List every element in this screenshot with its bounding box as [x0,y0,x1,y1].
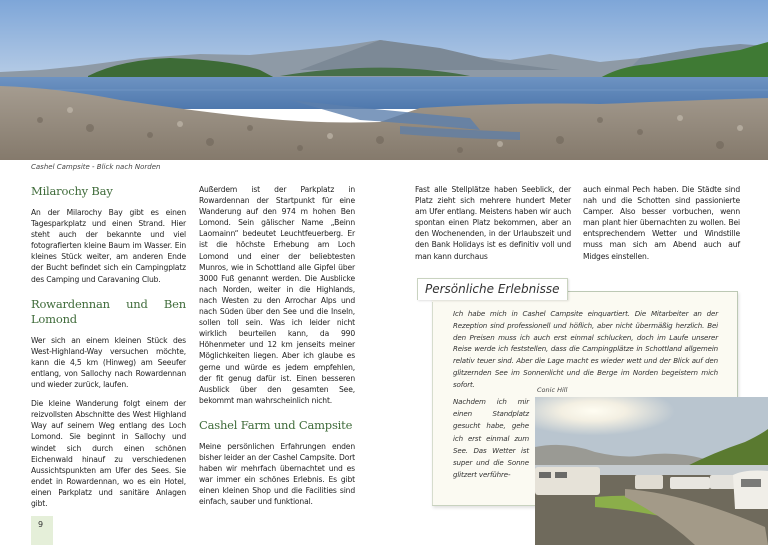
paragraph-west-highland-way: Wer sich an einem kleinen Stück des West-Highland-Way versuchen möchte, kann die 4,5 km (Hinweg) am Seeufer entlang, von Sallochy nach Rowardennan und wieder zurück, laufen. [31,335,186,390]
experience-box-title: Persönliche Erlebnisse [417,278,568,300]
hero-photo-caption: Cashel Campsite - Blick nach Norden [31,163,161,171]
hero-photo-loch-lomond [0,0,768,160]
campsite-photo-caption: Conic Hill [537,386,568,394]
motorhome-windshield [741,479,761,487]
campsite-photo-illustration [535,397,768,545]
caravan [635,475,663,489]
column-1 [31,184,186,517]
motorhome-window [539,472,551,478]
paragraph-cashel-experience: Meine persönlichen Erfahrungen enden bisher leider an der Cashel Campsite. Dort haben wir mehrfach übernachtet und es war immer ein schönes Erlebnis. Es gibt einen kleinen Shop und die Facilities sind einfach, sauber und funktional. [199,441,355,507]
heading-milarochy-bay: Milarochy Bay [31,184,113,198]
column-2 [199,184,355,515]
paragraph-ben-lomond: Außerdem ist der Parkplatz in Rowardennan der Startpunkt für eine Wanderung auf den 974 m hohen Ben Lomond. Sein gälischer Name „Beinn Laomainn“ bedeutet Leuchtfeuerberg. Er ist die höchste Erhebung am Loch Lomond und einer der beliebtesten Munros, wie in Schottland alle Gipfel über 3000 Fuß genannt werden. Die Ausblicke nach Norden, weiter in die Highlands, nach Westen zu den Arrochar Alps und nach Süden über den See und die Inseln, sollen toll sein. Was ich leider nicht wirklich beurteilen kann, da 990 Höhenmeter und 12 km jenseits meiner Möglichkeiten liegen. Aber ich glaube es gerne und würde es jedem empfehlen, der fit genug dafür ist. Einen besseren Ausblick über den gesamten See, bekommt man wahrscheinlich nicht. [199,185,355,405]
heading-rowardennan: Rowardennan und Ben Lomond [31,296,186,326]
column-3 [415,184,571,270]
paragraph-milarochy-bay: An der Milarochy Bay gibt es einen Tagesparkplatz und einen Strand. Hier steht auch der bekannte und viel fotografierten kleine Baum im Wasser. Ein kleines Stück weiter, am anderen Ende der Bucht befindet sich ein Campingplatz des Camping und Caravaning Club. [31,208,186,284]
paragraph-vorbuchen: auch einmal Pech haben. Die Städte sind nah und die Schotten sind passionierte Camper. Also besser vorbuchen, wenn man plant hier übernachten zu wollen. Bei entsprechendem Wetter und Windstille muss man sich am Abend auch auf Midges einstellen. [583,185,740,261]
column-4 [583,184,740,270]
heading-cashel-farm: Cashel Farm und Campsite [199,417,353,432]
page-number: 9 [38,520,44,529]
paragraph-wanderung: Die kleine Wanderung folgt einem der reizvollsten Abschnitte des West Highland Way auf seinem Weg entlang des Loch Lomond. Sie beginnt in Sallochy und windet sich durch einen schönen Eichenwald hinauf zu verschiedenen Aussichtspunkten am Ufer des Sees. Sie endet in Rowardennan, wo es ein Hotel, einen Parkplatz und sanitäre Anlagen gibt. [31,399,186,508]
hero-photo-illustration [0,0,768,160]
experience-paragraph-2: Nachdem ich mir einen Standplatz gesucht habe, gehe ich erst einmal zum See. Das Wetter ist super und die Sonne glitzert verführe- [453,397,529,480]
campsite-photo [535,397,768,545]
caravan [710,475,735,489]
experience-box-left-border [432,302,433,505]
paragraph-stellplaetze: Fast alle Stellplätze haben Seeblick, der Platz zieht sich mehrere hundert Meter am Ufer entlang. Meistens haben wir auch spontan einen Platz bekommen, aber an den Wochenenden, in der Urlaubszeit und den Bank Holidays ist es definitiv voll und man kann durchaus [415,185,571,261]
motorhome-right [733,471,768,510]
experience-box-bottom-border [432,505,535,506]
caravan [670,477,710,489]
experience-paragraph-1: Ich habe mich in Cashel Campsite einquartiert. Die Mitarbeiter an der Rezeption sind professionell und höflich, aber nicht übermäßig herzlich. Bei den Preisen muss ich auch erst einmal schlucken, doch im Laufe unserer Reise werde ich feststellen, dass die Campingplätze in Schottland allgemein relativ teuer sind. Aber die Lage macht es wieder wett und der Blick auf den glitzernden See im Sonnenlicht und die Berge im Norden begeistern mich sofort. [453,309,718,389]
motorhome-left [535,467,600,495]
motorhome-window [555,472,567,478]
